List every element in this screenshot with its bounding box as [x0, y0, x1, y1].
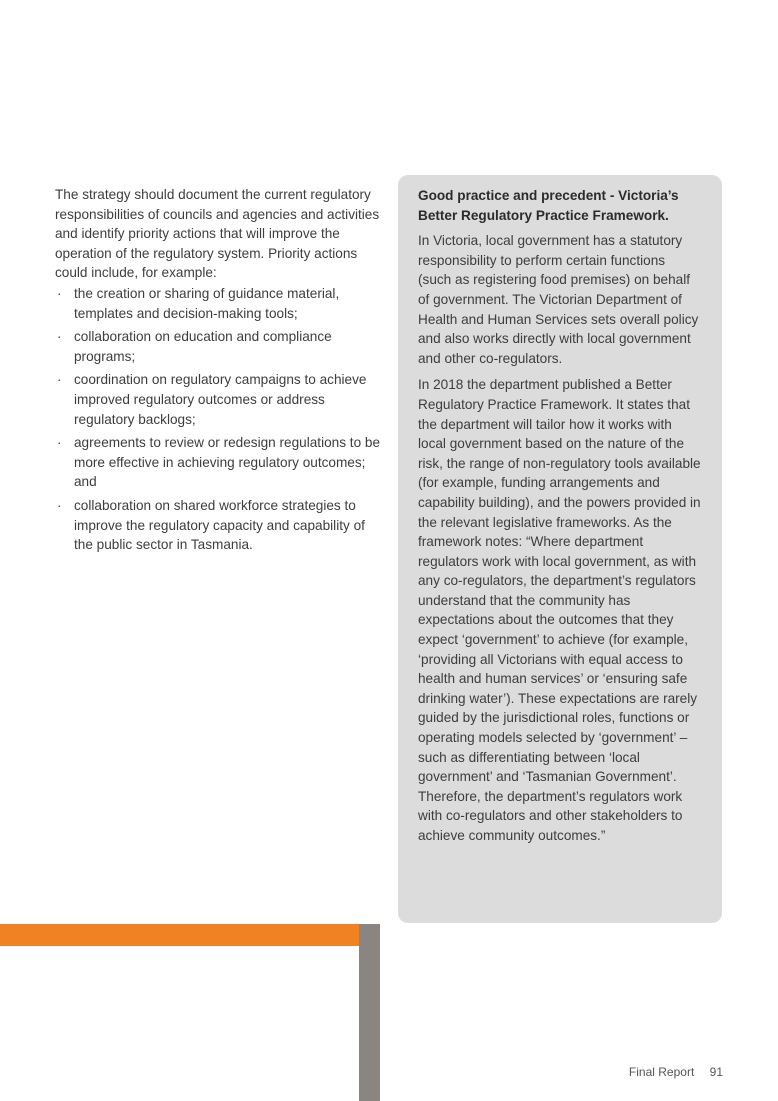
priority-actions-list [55, 284, 381, 555]
list-item [55, 433, 381, 492]
bullet-icon: · [57, 497, 62, 513]
case-study-heading: Good practice and precedent - Victoria’s Better Regulatory Practice Framework. [418, 188, 679, 223]
body-text-column [55, 185, 381, 559]
case-study-paragraph: In Victoria, local government has a statutory responsibility to perform certain functions (such as registering food premises) on behalf of government. The Victorian Department of Health and Human Services sets overall policy and also works directly with local government and other co-regulators. [418, 233, 699, 366]
footer-label: Final Report [628, 1065, 695, 1079]
bullet-icon: · [57, 435, 62, 451]
case-study-paragraph: In 2018 the department published a Better Regulatory Practice Framework. It states that the department will tailor how it works with local government based on the nature of the risk, the range of non-regulatory tools available (for example, funding arrangements and capability building), and the powers provided in the relevant legislative frameworks. As the framework notes: “Where department regulators work with local government, as with any co-regulators, the department’s regulators understand that the community has expectations about the outcomes that they expect ‘government’ to achieve (for example, ‘providing all Victorians with equal access to health and human services’ or ‘ensuring safe drinking water’). These expectations are rarely guided by the jurisdictional roles, functions or operating models selected by ‘government’ – such as differentiating between ‘local government’ and ‘Tasmanian Government’. Therefore, the department’s regulators work with co-regulators and other stakeholders to achieve community outcomes.” [418, 377, 701, 843]
list-item [55, 327, 381, 366]
bullet-icon: · [57, 329, 62, 345]
list-item [55, 284, 381, 323]
grey-accent-bar [359, 924, 380, 1101]
list-item-text: collaboration on education and compliance programs; [74, 329, 332, 364]
bullet-icon: · [57, 285, 62, 301]
list-item-text: agreements to review or redesign regulations to be more effective in achieving regulatory outcomes; and [74, 435, 381, 490]
page-number: 91 [709, 1065, 723, 1079]
intro-paragraph: The strategy should document the current regulatory responsibilities of councils and agencies and activities and identify priority actions that will improve the operation of the regulatory system. Priority actions could include, for example: [55, 187, 380, 281]
case-study-box [398, 175, 722, 923]
list-item-text: the creation or sharing of guidance material, templates and decision-making tools; [74, 285, 340, 321]
list-item-text: coordination on regulatory campaigns to achieve improved regulatory outcomes or address regulatory backlogs; [74, 372, 367, 427]
list-item-text: collaboration on shared workforce strategies to improve the regulatory capacity and capability of the public sector in Tasmania. [74, 497, 365, 553]
list-item [55, 496, 381, 555]
bullet-icon: · [57, 372, 62, 388]
page-footer [629, 1065, 723, 1079]
list-item [55, 370, 381, 429]
orange-accent-bar [0, 924, 359, 946]
